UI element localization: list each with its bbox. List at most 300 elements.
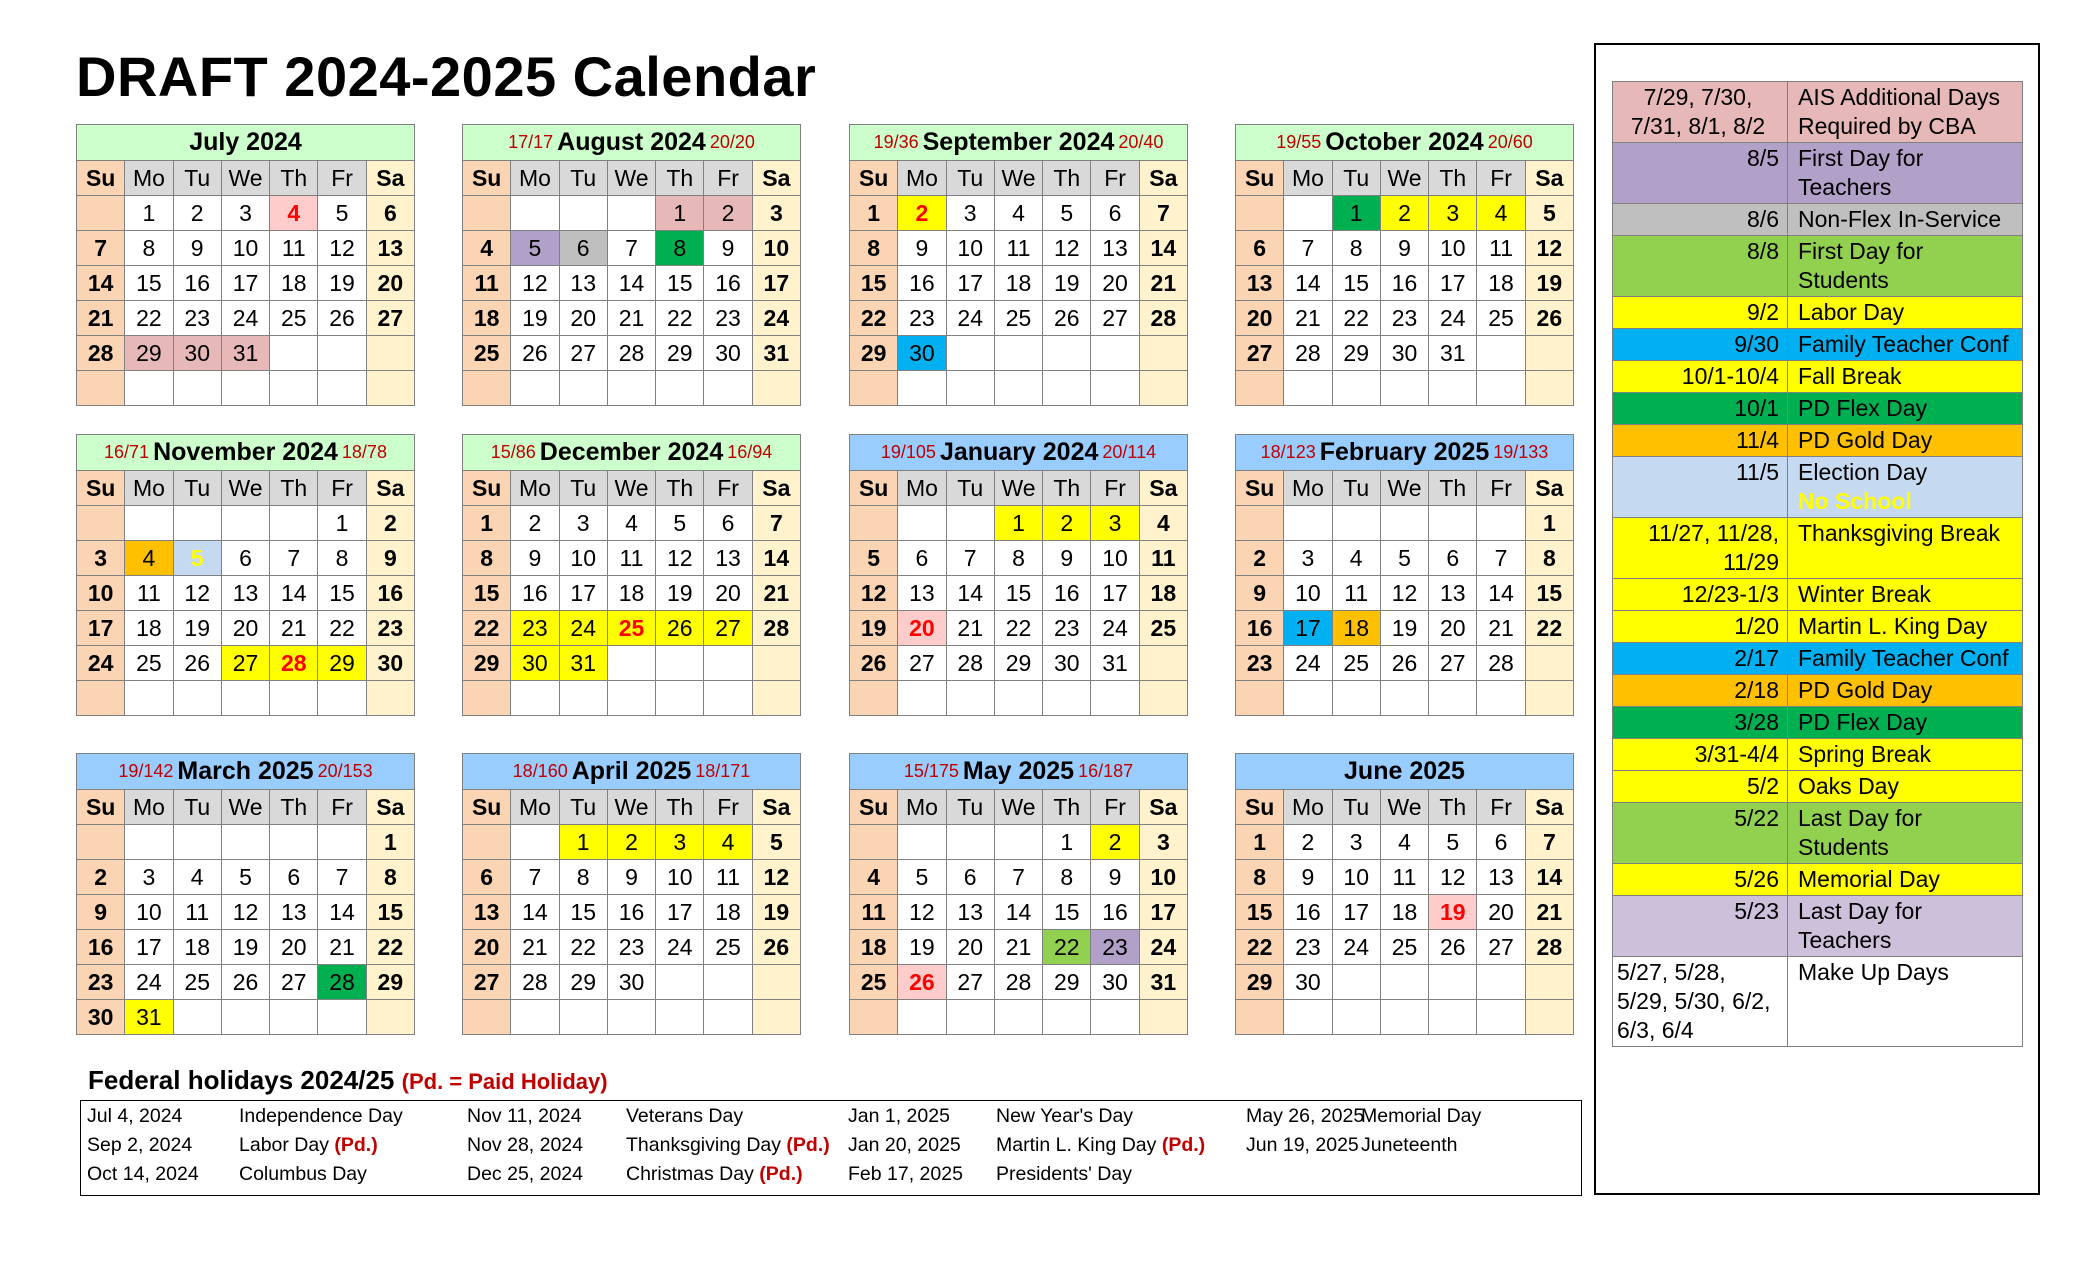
weekday-header: Mo (898, 471, 946, 506)
day-cell: 5 (1043, 196, 1091, 231)
federal-name (996, 1134, 1205, 1157)
federal-name (1361, 1105, 1481, 1128)
day-cell: 20 (1236, 301, 1284, 336)
day-cell (850, 506, 898, 541)
day-cell: 5 (222, 860, 270, 895)
day-cell (560, 681, 608, 716)
day-cell: 29 (656, 336, 704, 371)
legend-date: 8/8 (1613, 236, 1788, 296)
weekday-header: We (995, 161, 1043, 196)
day-cell: 26 (1381, 646, 1429, 681)
day-cell: 8 (1333, 231, 1381, 266)
day-cell (1333, 371, 1381, 406)
day-cell: 16 (704, 266, 752, 301)
day-cell (1429, 681, 1477, 716)
day-cell (125, 681, 173, 716)
day-cell (463, 681, 511, 716)
day-cell: 26 (850, 646, 898, 681)
weekday-header: Su (77, 471, 125, 506)
paid-holiday-marker: (Pd.) (753, 1163, 803, 1185)
legend-row (1613, 236, 2023, 297)
weekday-header: Sa (753, 161, 801, 196)
legend-description (1788, 329, 2023, 360)
day-cell: 27 (1429, 646, 1477, 681)
day-cell: 29 (1236, 965, 1284, 1000)
weekday-header: Fr (704, 161, 752, 196)
day-cell: 6 (560, 231, 608, 266)
day-cell: 9 (511, 541, 559, 576)
day-cell: 10 (947, 231, 995, 266)
month-grid (462, 470, 801, 716)
month-count-left: 19/36 (873, 132, 919, 152)
day-cell: 20 (463, 930, 511, 965)
federal-name-text: Thanksgiving Day (626, 1134, 781, 1156)
legend-description-text: First Day for Students (1798, 238, 1924, 293)
day-cell: 17 (1140, 895, 1188, 930)
weekday-header: Tu (560, 161, 608, 196)
day-cell: 16 (898, 266, 946, 301)
day-cell (174, 1000, 222, 1035)
day-cell: 22 (1236, 930, 1284, 965)
day-cell: 20 (560, 301, 608, 336)
day-cell: 4 (125, 541, 173, 576)
day-cell: 8 (1043, 860, 1091, 895)
month-name: April 2025 (571, 757, 692, 785)
month-calendar (76, 753, 415, 1035)
day-cell: 14 (1526, 860, 1574, 895)
legend-row (1613, 425, 2023, 457)
day-cell (1477, 1000, 1525, 1035)
weekday-header: Th (1043, 790, 1091, 825)
day-cell: 11 (608, 541, 656, 576)
month-calendar (849, 124, 1188, 406)
day-cell: 27 (898, 646, 946, 681)
day-cell: 24 (125, 965, 173, 1000)
day-cell: 14 (1477, 576, 1525, 611)
day-cell: 6 (463, 860, 511, 895)
day-cell: 14 (1284, 266, 1332, 301)
weekday-header: Sa (1526, 161, 1574, 196)
weekday-header: Su (463, 161, 511, 196)
day-cell: 25 (1333, 646, 1381, 681)
legend-row (1613, 297, 2023, 329)
legend-panel (1594, 43, 2040, 1195)
day-cell (1429, 506, 1477, 541)
day-cell: 3 (1429, 196, 1477, 231)
legend-row (1613, 82, 2023, 143)
month-count-left: 17/17 (508, 132, 554, 152)
day-cell (222, 371, 270, 406)
day-cell: 6 (1236, 231, 1284, 266)
day-cell: 19 (850, 611, 898, 646)
legend-description (1788, 393, 2023, 424)
day-cell: 17 (753, 266, 801, 301)
day-cell: 19 (511, 301, 559, 336)
day-cell: 29 (125, 336, 173, 371)
weekday-header: Sa (1526, 790, 1574, 825)
day-cell: 15 (560, 895, 608, 930)
day-cell: 13 (1091, 231, 1139, 266)
day-cell: 7 (511, 860, 559, 895)
day-cell: 22 (125, 301, 173, 336)
month-calendar (1235, 124, 1574, 406)
day-cell: 24 (77, 646, 125, 681)
legend-row (1613, 643, 2023, 675)
legend-description (1788, 864, 2023, 895)
weekday-header: We (222, 161, 270, 196)
day-cell: 12 (656, 541, 704, 576)
day-cell: 2 (511, 506, 559, 541)
month-grid (462, 789, 801, 1035)
weekday-header: Th (1429, 161, 1477, 196)
day-cell: 4 (850, 860, 898, 895)
day-cell: 6 (1477, 825, 1525, 860)
legend-row (1613, 204, 2023, 236)
day-cell: 7 (318, 860, 366, 895)
day-cell: 28 (753, 611, 801, 646)
day-cell: 15 (367, 895, 415, 930)
day-cell: 15 (995, 576, 1043, 611)
day-cell: 4 (995, 196, 1043, 231)
federal-name-text: Columbus Day (239, 1163, 367, 1185)
day-cell: 6 (222, 541, 270, 576)
weekday-header: Sa (753, 471, 801, 506)
day-cell: 24 (1091, 611, 1139, 646)
day-cell: 21 (947, 611, 995, 646)
day-cell: 11 (463, 266, 511, 301)
weekday-header: We (995, 790, 1043, 825)
day-cell: 25 (174, 965, 222, 1000)
month-calendar (1235, 753, 1574, 1035)
day-cell (608, 1000, 656, 1035)
weekday-header: We (1381, 790, 1429, 825)
day-cell: 7 (753, 506, 801, 541)
day-cell (1284, 196, 1332, 231)
day-cell: 9 (898, 231, 946, 266)
day-cell (222, 506, 270, 541)
day-cell: 9 (1284, 860, 1332, 895)
day-cell (174, 506, 222, 541)
legend-date: 10/1-10/4 (1613, 361, 1788, 392)
legend-row (1613, 579, 2023, 611)
day-cell: 28 (77, 336, 125, 371)
day-cell: 1 (463, 506, 511, 541)
day-cell: 11 (125, 576, 173, 611)
legend-description (1788, 143, 2023, 203)
day-cell: 30 (1381, 336, 1429, 371)
day-cell: 18 (270, 266, 318, 301)
day-cell: 23 (1091, 930, 1139, 965)
day-cell: 10 (1333, 860, 1381, 895)
day-cell: 15 (850, 266, 898, 301)
day-cell (125, 506, 173, 541)
day-cell: 20 (898, 611, 946, 646)
day-cell: 13 (463, 895, 511, 930)
day-cell: 16 (1091, 895, 1139, 930)
day-cell (174, 371, 222, 406)
day-cell: 3 (1140, 825, 1188, 860)
day-cell (656, 681, 704, 716)
day-cell (947, 371, 995, 406)
weekday-header: Su (463, 471, 511, 506)
weekday-header: Mo (125, 471, 173, 506)
legend-description-text: Memorial Day (1798, 866, 1940, 892)
day-cell (367, 1000, 415, 1035)
day-cell: 12 (1526, 231, 1574, 266)
month-name: November 2024 (153, 438, 338, 466)
weekday-header: Sa (367, 471, 415, 506)
day-cell: 24 (560, 611, 608, 646)
federal-name (626, 1134, 830, 1157)
day-cell: 24 (947, 301, 995, 336)
day-cell: 9 (1091, 860, 1139, 895)
day-cell: 5 (174, 541, 222, 576)
month-count-right: 20/114 (1102, 442, 1157, 462)
day-cell (753, 646, 801, 681)
day-cell (753, 371, 801, 406)
month-calendar (849, 753, 1188, 1035)
federal-name (239, 1134, 378, 1157)
legend-description-text: Martin L. King Day (1798, 613, 1988, 639)
legend-description (1788, 611, 2023, 642)
weekday-header: Fr (1091, 471, 1139, 506)
day-cell: 22 (1333, 301, 1381, 336)
day-cell: 17 (125, 930, 173, 965)
day-cell: 30 (1284, 965, 1332, 1000)
month-name: July 2024 (189, 128, 302, 156)
legend-date: 2/17 (1613, 643, 1788, 674)
day-cell: 11 (174, 895, 222, 930)
day-cell: 8 (318, 541, 366, 576)
weekday-header: Th (656, 471, 704, 506)
day-cell: 12 (1429, 860, 1477, 895)
day-cell: 5 (850, 541, 898, 576)
day-cell: 20 (1091, 266, 1139, 301)
day-cell: 23 (1236, 646, 1284, 681)
day-cell (560, 1000, 608, 1035)
day-cell: 16 (1381, 266, 1429, 301)
day-cell (1526, 371, 1574, 406)
federal-date: Jan 1, 2025 (848, 1105, 950, 1127)
month-name: September 2024 (922, 128, 1115, 156)
weekday-header: Fr (1091, 161, 1139, 196)
month-header (849, 434, 1188, 470)
month-count-left: 18/160 (512, 761, 568, 781)
month-header (462, 753, 801, 789)
day-cell: 6 (1429, 541, 1477, 576)
federal-name-text: Independence Day (239, 1105, 403, 1127)
day-cell: 30 (1043, 646, 1091, 681)
weekday-header: We (608, 471, 656, 506)
day-cell: 25 (1477, 301, 1525, 336)
weekday-header: Su (850, 790, 898, 825)
day-cell: 26 (753, 930, 801, 965)
legend-description (1788, 803, 2023, 863)
weekday-header: Th (270, 790, 318, 825)
federal-name (239, 1163, 367, 1186)
month-grid (76, 470, 415, 716)
day-cell: 31 (1091, 646, 1139, 681)
day-cell: 16 (1284, 895, 1332, 930)
day-cell (1477, 371, 1525, 406)
day-cell: 26 (1043, 301, 1091, 336)
day-cell: 28 (318, 965, 366, 1000)
day-cell: 11 (1140, 541, 1188, 576)
month-calendar (849, 434, 1188, 716)
day-cell (511, 371, 559, 406)
day-cell (77, 371, 125, 406)
legend-description-text: PD Flex Day (1798, 395, 1928, 421)
legend-description (1788, 707, 2023, 738)
day-cell (753, 965, 801, 1000)
day-cell (270, 825, 318, 860)
day-cell: 28 (270, 646, 318, 681)
month-count-right: 18/171 (695, 761, 751, 781)
day-cell (850, 681, 898, 716)
day-cell: 11 (270, 231, 318, 266)
day-cell: 25 (1140, 611, 1188, 646)
day-cell (1236, 506, 1284, 541)
day-cell: 11 (995, 231, 1043, 266)
day-cell: 9 (174, 231, 222, 266)
day-cell: 20 (1429, 611, 1477, 646)
day-cell: 19 (1526, 266, 1574, 301)
day-cell: 27 (270, 965, 318, 1000)
day-cell: 13 (222, 576, 270, 611)
day-cell (1091, 336, 1139, 371)
federal-name-text: Veterans Day (626, 1105, 744, 1127)
weekday-header: We (222, 790, 270, 825)
day-cell (270, 681, 318, 716)
legend-description (1788, 236, 2023, 296)
day-cell: 17 (222, 266, 270, 301)
day-cell: 28 (511, 965, 559, 1000)
day-cell: 5 (753, 825, 801, 860)
day-cell (947, 506, 995, 541)
weekday-header: Th (1429, 471, 1477, 506)
month-header (76, 124, 415, 160)
month-calendar (76, 434, 415, 716)
day-cell: 6 (270, 860, 318, 895)
legend-date: 2/18 (1613, 675, 1788, 706)
month-grid (849, 470, 1188, 716)
day-cell: 21 (1477, 611, 1525, 646)
weekday-header: Fr (704, 790, 752, 825)
federal-title-text: Federal holidays 2024/25 (88, 1065, 395, 1095)
federal-date: Sep 2, 2024 (87, 1134, 193, 1156)
day-cell: 28 (1284, 336, 1332, 371)
day-cell: 23 (1381, 301, 1429, 336)
day-cell: 13 (898, 576, 946, 611)
day-cell: 7 (947, 541, 995, 576)
legend-row (1613, 675, 2023, 707)
month-calendar (462, 124, 801, 406)
day-cell: 1 (125, 196, 173, 231)
month-name: June 2025 (1344, 757, 1465, 785)
month-grid (849, 789, 1188, 1035)
day-cell: 4 (463, 231, 511, 266)
day-cell: 18 (1140, 576, 1188, 611)
weekday-header: Mo (1284, 471, 1332, 506)
day-cell: 24 (753, 301, 801, 336)
day-cell: 29 (850, 336, 898, 371)
day-cell: 21 (995, 930, 1043, 965)
legend-description (1788, 518, 2023, 578)
day-cell: 3 (222, 196, 270, 231)
day-cell: 8 (1236, 860, 1284, 895)
day-cell (898, 371, 946, 406)
day-cell: 18 (608, 576, 656, 611)
weekday-header: Su (850, 161, 898, 196)
weekday-header: Tu (560, 790, 608, 825)
day-cell: 16 (1043, 576, 1091, 611)
day-cell (947, 1000, 995, 1035)
day-cell (77, 681, 125, 716)
day-cell (1526, 646, 1574, 681)
day-cell (1284, 371, 1332, 406)
legend-date: 9/30 (1613, 329, 1788, 360)
legend-date: 5/22 (1613, 803, 1788, 863)
day-cell: 24 (1333, 930, 1381, 965)
day-cell: 30 (608, 965, 656, 1000)
day-cell: 31 (1429, 336, 1477, 371)
day-cell: 21 (511, 930, 559, 965)
day-cell: 23 (511, 611, 559, 646)
day-cell: 31 (560, 646, 608, 681)
day-cell: 22 (463, 611, 511, 646)
legend-description-text: Family Teacher Conf (1798, 331, 2009, 357)
day-cell: 19 (1043, 266, 1091, 301)
weekday-header: Mo (898, 161, 946, 196)
federal-name (1361, 1134, 1458, 1157)
legend-description-text: Winter Break (1798, 581, 1931, 607)
day-cell (77, 196, 125, 231)
month-count-left: 15/86 (490, 442, 536, 462)
day-cell: 7 (77, 231, 125, 266)
day-cell: 1 (1236, 825, 1284, 860)
legend-date: 5/23 (1613, 896, 1788, 956)
weekday-header: Th (656, 790, 704, 825)
federal-date: Jun 19, 2025 (1246, 1134, 1359, 1156)
day-cell (318, 371, 366, 406)
federal-date: Jan 20, 2025 (848, 1134, 961, 1156)
day-cell: 9 (1236, 576, 1284, 611)
day-cell: 18 (463, 301, 511, 336)
month-count-left: 18/123 (1260, 442, 1316, 462)
day-cell (1284, 1000, 1332, 1035)
weekday-header: Mo (1284, 790, 1332, 825)
day-cell: 8 (463, 541, 511, 576)
paid-holiday-marker: (Pd.) (781, 1134, 830, 1156)
day-cell: 17 (656, 895, 704, 930)
day-cell (608, 371, 656, 406)
day-cell (1140, 646, 1188, 681)
day-cell: 3 (753, 196, 801, 231)
day-cell: 27 (222, 646, 270, 681)
day-cell (1043, 1000, 1091, 1035)
day-cell: 14 (511, 895, 559, 930)
day-cell (77, 825, 125, 860)
day-cell: 22 (1043, 930, 1091, 965)
weekday-header: Su (1236, 161, 1284, 196)
weekday-header: Su (850, 471, 898, 506)
day-cell: 7 (270, 541, 318, 576)
day-cell: 22 (656, 301, 704, 336)
day-cell: 14 (77, 266, 125, 301)
day-cell: 5 (1381, 541, 1429, 576)
month-count-right: 16/94 (727, 442, 773, 462)
day-cell: 25 (270, 301, 318, 336)
